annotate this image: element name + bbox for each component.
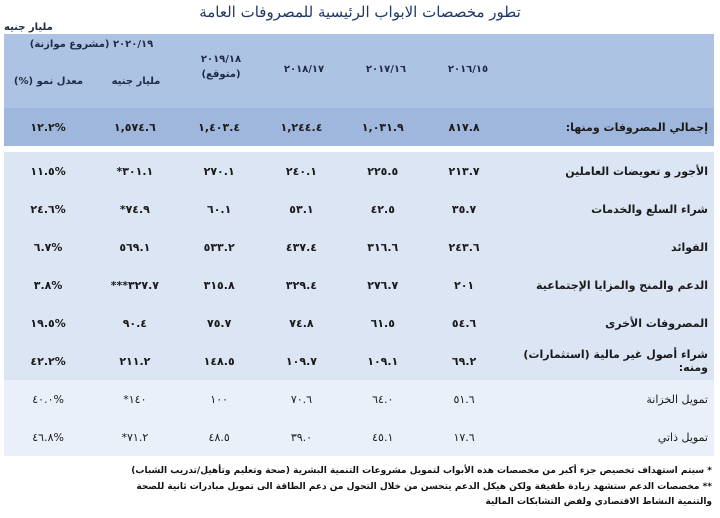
cell: ٢١١.٢ bbox=[119, 354, 151, 368]
cell: ٣٥.٧ bbox=[451, 202, 477, 216]
cell: ٥٦٩.١ bbox=[119, 240, 151, 254]
table-row bbox=[4, 108, 714, 146]
cell: ٢١٣.٧ bbox=[448, 164, 480, 178]
cell: ٥٤.٦ bbox=[451, 316, 477, 330]
footnote: والتنمية النشاط الاقتصادي ولفض التشابكات المالية bbox=[485, 497, 712, 507]
cell: ٦٠.١ bbox=[206, 202, 232, 216]
table-row bbox=[4, 380, 714, 418]
cell: ٤٥.١ bbox=[372, 430, 394, 444]
footnote: * سيتم استهداف تخصيص جزء أكبر من مخصصات هذه الأبواب لتمويل مشروعات التنمية البشرية (صحة وتعليم وتأهيل/تدريب الشباب) bbox=[131, 466, 712, 476]
cell: ١٤٠* bbox=[123, 392, 147, 406]
cell: ٢٠١ bbox=[454, 278, 475, 292]
cell: ١,٠٣١.٩ bbox=[361, 120, 404, 134]
cell: ٩٠.٤ bbox=[122, 316, 148, 330]
row-label: تمويل الخزانة bbox=[646, 392, 708, 406]
table-row bbox=[4, 342, 714, 380]
cell: ٧٤.٩* bbox=[119, 202, 150, 216]
cell: ٧٥.٧ bbox=[206, 316, 232, 330]
table-row bbox=[4, 304, 714, 342]
cell: ٦٤.٠ bbox=[372, 392, 394, 406]
cell: %١١.٥ bbox=[30, 164, 66, 178]
row-label: المصروفات الأخرى bbox=[605, 316, 708, 330]
cell: ١,٢٤٤.٤ bbox=[280, 120, 323, 134]
row-label: شراء أصول غير مالية (استثمارات) ومنه: bbox=[523, 348, 708, 374]
row-label: تمويل ذاتي bbox=[657, 430, 708, 444]
table-row bbox=[4, 266, 714, 304]
cell: ٤٣٧.٤ bbox=[285, 240, 317, 254]
table-header bbox=[4, 34, 714, 108]
cell: %١٩.٥ bbox=[30, 316, 66, 330]
cell: ٣١٦.٦ bbox=[367, 240, 399, 254]
cell: ٨١٧.٨ bbox=[448, 120, 480, 134]
cell: ٣٢٧.٧*** bbox=[110, 278, 160, 292]
cell: %٤٠.٠ bbox=[32, 392, 64, 406]
table-row bbox=[4, 418, 714, 456]
cell: ٢٤٠.١ bbox=[285, 164, 317, 178]
cell: ٦١.٥ bbox=[370, 316, 395, 330]
cell: ٣٠١.١* bbox=[116, 164, 154, 178]
cell: %٤٢.٢ bbox=[30, 354, 66, 368]
cell: ٧٠.٦ bbox=[290, 392, 313, 406]
unit-label: مليار جنيه bbox=[4, 22, 53, 33]
row-label: إجمالي المصروفات ومنها: bbox=[565, 120, 708, 134]
header-budget-group bbox=[4, 34, 179, 108]
cell: %٣.٨ bbox=[33, 278, 63, 292]
table-row bbox=[4, 152, 714, 190]
cell: ٢٧٦.٧ bbox=[367, 278, 399, 292]
page-title: تطور مخصصات الابواب الرئيسية للمصروفات العامة bbox=[199, 3, 521, 21]
cell: ١٠٩.٧ bbox=[285, 354, 317, 368]
cell: ١٠٩.١ bbox=[367, 354, 399, 368]
cell: ٤٨.٥ bbox=[208, 430, 230, 444]
cell: ٢٤٣.٦ bbox=[448, 240, 480, 254]
cell: ١,٥٧٤.٦ bbox=[113, 120, 156, 134]
header-growth: معدل نمو (%) bbox=[13, 76, 84, 87]
header-year-2019: ٢٠١٩/١٨ (متوقع) bbox=[200, 54, 242, 80]
cell: ٧١.٢* bbox=[121, 430, 149, 444]
row-label: الفوائد bbox=[671, 240, 708, 254]
cell: ٥٣٣.٢ bbox=[203, 240, 235, 254]
cell: ٣٩.٠ bbox=[290, 430, 313, 444]
cell: %٢٤.٦ bbox=[30, 202, 66, 216]
cell: ٥٣.١ bbox=[289, 202, 314, 216]
cell: ١٤٨.٥ bbox=[203, 354, 235, 368]
footnote: ** مخصصات الدعم ستشهد زيادة طفيفة ولكن هيكل الدعم يتحسن من خلال التحول من دعم الطاقة الى تمويل مبادرات ثانية للصحة bbox=[136, 482, 712, 492]
cell: ٣١٥.٨ bbox=[203, 278, 235, 292]
header-year-2017: ٢٠١٧/١٦ bbox=[365, 64, 407, 75]
cell: ١,٤٠٣.٤ bbox=[198, 120, 241, 134]
cell: %١٢.٢ bbox=[30, 120, 66, 134]
cell: ٥١.٦ bbox=[453, 392, 475, 406]
row-label: شراء السلع والخدمات bbox=[591, 202, 708, 216]
expenditure-table bbox=[4, 34, 714, 456]
cell: ١٧.٦ bbox=[453, 430, 475, 444]
header-billion: مليار جنيه bbox=[111, 76, 161, 87]
cell: ٣٢٩.٤ bbox=[285, 278, 317, 292]
cell: ٢٧٠.١ bbox=[203, 164, 235, 178]
cell: ٦٩.٢ bbox=[451, 354, 477, 368]
cell: %٦.٧ bbox=[33, 240, 63, 254]
cell: ١٠٠ bbox=[210, 392, 229, 406]
row-label: الأجور و تعويضات العاملين bbox=[565, 164, 708, 178]
header-year-2018: ٢٠١٨/١٧ bbox=[283, 64, 325, 75]
row-label: الدعم والمنح والمزايا الإجتماعية bbox=[536, 278, 708, 292]
table-row bbox=[4, 190, 714, 228]
cell: %٤٦.٨ bbox=[32, 430, 64, 444]
header-year-2016: ٢٠١٦/١٥ bbox=[447, 64, 489, 75]
cell: ٢٢٥.٥ bbox=[367, 164, 399, 178]
cell: ٤٢.٥ bbox=[370, 202, 395, 216]
budget-group-title: ٢٠٢٠/١٩ (مشروع موازنة) bbox=[29, 39, 154, 50]
cell: ٧٤.٨ bbox=[289, 316, 314, 330]
table-row bbox=[4, 228, 714, 266]
header-label-col bbox=[509, 34, 714, 108]
